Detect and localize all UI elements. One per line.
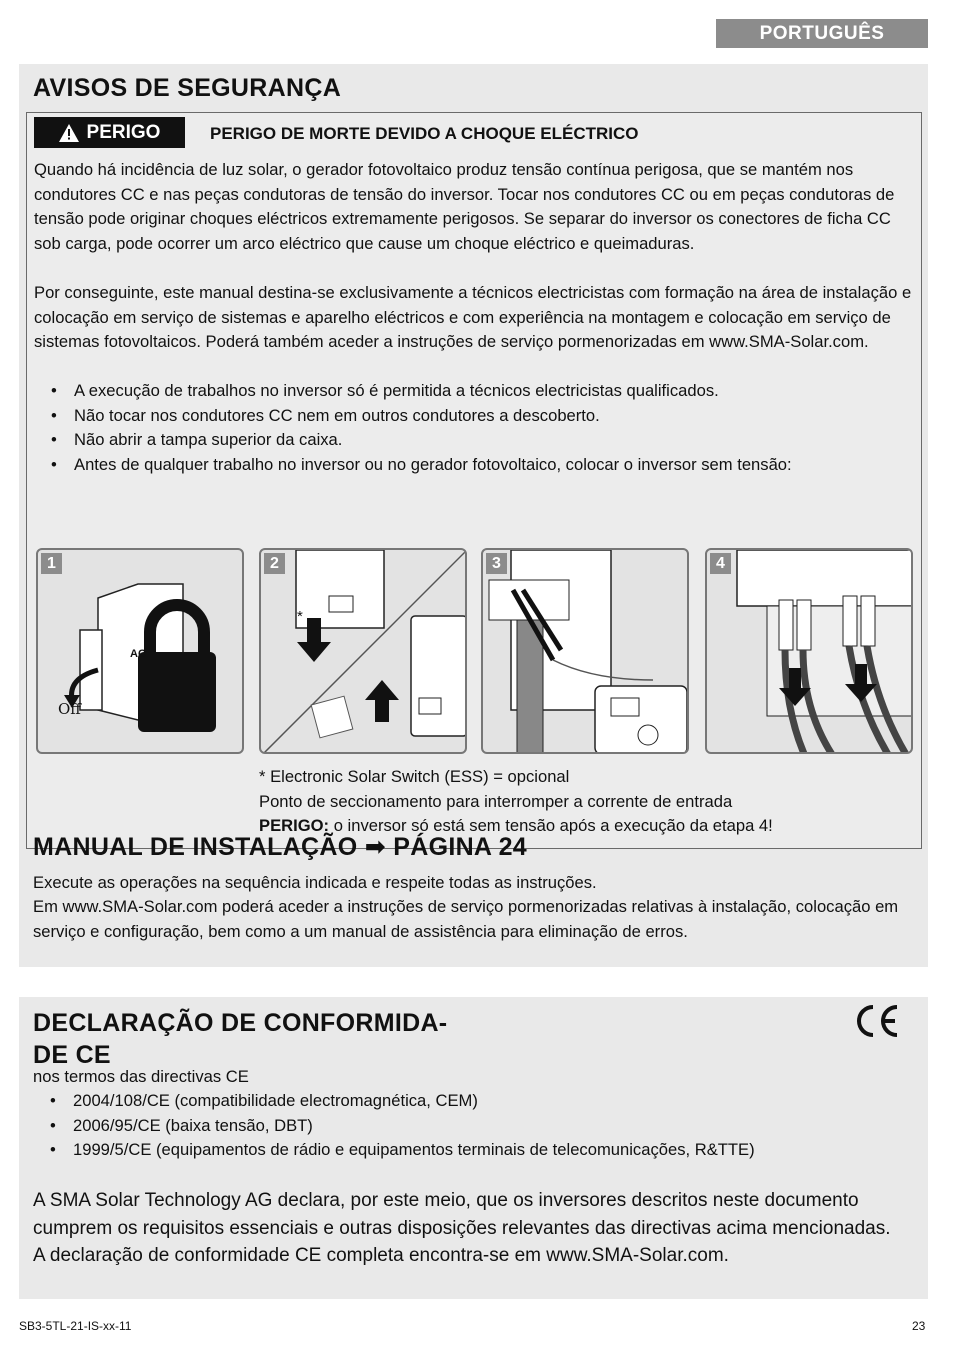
safety-panel	[19, 64, 928, 967]
danger-badge	[34, 117, 185, 148]
step-1-illustration	[36, 548, 244, 754]
disconnect-caption: Ponto de seccionamento para interromper a corrente de entrada	[259, 792, 733, 811]
conformity-panel	[19, 997, 928, 1299]
safety-title: AVISOS DE SEGURANÇA	[33, 74, 342, 102]
step-4-illustration	[705, 548, 913, 754]
off-label: Off	[58, 700, 81, 718]
list-item: • 2004/108/CE (compatibilidade electromagnética, CEM)	[33, 1089, 913, 1114]
danger-caption-label: PERIGO:	[259, 816, 330, 835]
step-number: 1	[41, 553, 62, 574]
danger-badge-label: PERIGO	[86, 121, 161, 143]
conformity-title-line-1: DECLARAÇÃO DE CONFORMIDA-	[33, 1009, 448, 1037]
list-item: • Não abrir a tampa superior da caixa.	[34, 428, 914, 453]
warning-triangle-icon	[59, 124, 79, 142]
ce-mark-icon	[853, 1003, 901, 1039]
list-item: • Não tocar nos condutores CC nem em outros condutores a descoberto.	[34, 404, 914, 429]
safety-bullet-list	[34, 379, 914, 477]
document-code: SB3-5TL-21-IS-xx-11	[19, 1319, 132, 1333]
step-3-illustration	[481, 548, 689, 754]
installation-line-1: Execute as operações na sequência indicada e respeite todas as instruções.	[33, 873, 597, 892]
list-item: • Antes de qualquer trabalho no inversor ou no gerador fotovoltaico, colocar o inversor sem tensão:	[34, 453, 914, 478]
page-number: 23	[912, 1319, 926, 1333]
step-number: 4	[710, 553, 731, 574]
step-number: 2	[264, 553, 285, 574]
conformity-title	[33, 1007, 447, 1071]
conformity-title-line-2: DE CE	[33, 1041, 111, 1069]
ess-asterisk: *	[297, 608, 303, 625]
installation-line-2: Em www.SMA-Solar.com poderá aceder a instruções de serviço pormenorizadas relativas à instalação, colocação em serviço e configuração, bem como a um manual de assistência para eliminação de erros.	[33, 897, 899, 941]
ess-removal-illustration	[261, 550, 467, 754]
step-2-illustration	[259, 548, 467, 754]
installation-title: MANUAL DE INSTALAÇÃO ➡ PÁGINA 24	[33, 833, 527, 861]
directive-list	[33, 1089, 913, 1163]
danger-paragraph-2: Por conseguinte, este manual destina-se exclusivamente a técnicos electricistas com formação na área de instalação e colocação em serviço de sistemas e aparelho eléctricos e com experiência na montagem e colocação em serviço de sistemas fotovoltaicos. Poderá também aceder a instruções de serviço pormenorizadas em www.SMA-Solar.com.	[34, 283, 912, 352]
ess-caption: * Electronic Solar Switch (ESS) = opcional	[259, 767, 570, 786]
voltage-measurement-illustration	[483, 550, 689, 754]
list-item: • 2006/95/CE (baixa tensão, DBT)	[33, 1114, 913, 1139]
danger-caption-text: o inversor só está sem tensão após a execução da etapa 4!	[329, 816, 773, 835]
dc-connector-removal-illustration	[707, 550, 913, 754]
conformity-declaration: A SMA Solar Technology AG declara, por este meio, que os inversores descritos neste documento cumprem os requisitos essenciais e outras disposições relevantes das directivas acima mencionadas. A declaração de conformidade CE completa encontra-se em www.SMA-Solar.com.	[33, 1190, 891, 1267]
danger-box	[26, 112, 922, 849]
conformity-subtitle: nos termos das directivas CE	[33, 1067, 249, 1086]
language-tab: PORTUGUÊS	[716, 19, 928, 48]
step-number: 3	[486, 553, 507, 574]
list-item: • 1999/5/CE (equipamentos de rádio e equipamentos terminais de telecomunicações, R&TTE)	[33, 1138, 913, 1163]
list-item: • A execução de trabalhos no inversor só é permitida a técnicos electricistas qualificados.	[34, 379, 914, 404]
ac-label: AC	[130, 648, 146, 660]
danger-title: PERIGO DE MORTE DEVIDO A CHOQUE ELÉCTRICO	[210, 124, 639, 143]
danger-paragraph-1: Quando há incidência de luz solar, o gerador fotovoltaico produz tensão contínua perigosa, que se mantém nos condutores CC e nas peças condutoras de tensão do inversor. Tocar nos condutores CC ou em peças condutoras de tensão pode originar choques eléctricos extremamente perigosos. Se separar do inversor os conectores de ficha CC sob carga, pode ocorrer um arco eléctrico que cause um choque eléctrico e queimaduras.	[34, 160, 895, 253]
